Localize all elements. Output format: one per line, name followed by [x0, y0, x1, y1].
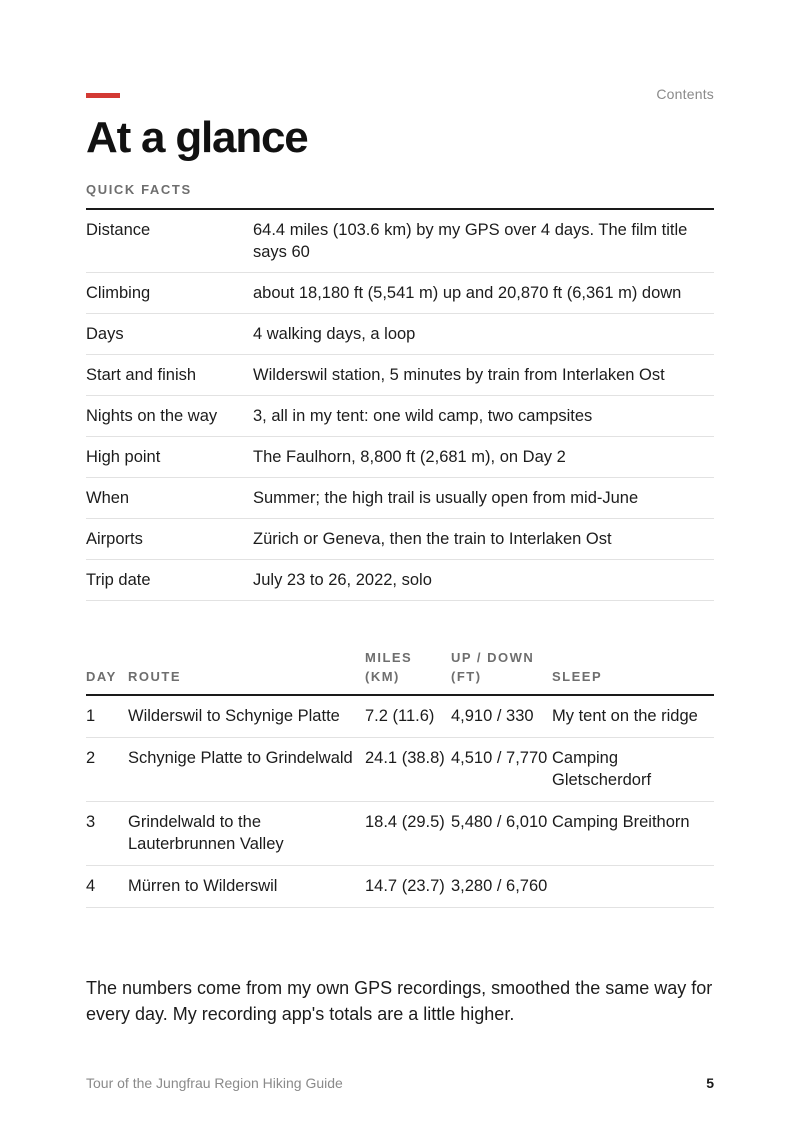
table-row	[86, 738, 714, 802]
header-day: DAY	[86, 648, 128, 695]
up-down: 3,280 / 6,760	[451, 866, 552, 908]
miles: 24.1 (38.8)	[365, 738, 451, 802]
quick-facts-label: QUICK FACTS	[86, 182, 192, 197]
miles: 18.4 (29.5)	[365, 802, 451, 866]
accent-bar	[86, 93, 120, 98]
fact-value: July 23 to 26, 2022, solo	[253, 560, 714, 601]
day-number: 2	[86, 738, 128, 802]
day-number: 1	[86, 695, 128, 738]
fact-key: Trip date	[86, 560, 253, 601]
fact-value: 4 walking days, a loop	[253, 314, 714, 355]
up-down: 4,510 / 7,770	[451, 738, 552, 802]
route: Grindelwald to the Lauterbrunnen Valley	[128, 802, 365, 866]
miles: 14.7 (23.7)	[365, 866, 451, 908]
footer-book-title: Tour of the Jungfrau Region Hiking Guide	[86, 1075, 343, 1091]
table-row	[86, 866, 714, 908]
fact-row-trip-date	[86, 560, 714, 601]
fact-row-high-point	[86, 437, 714, 478]
fact-key: When	[86, 478, 253, 519]
fact-value: about 18,180 ft (5,541 m) up and 20,870 ft (6,361 m) down	[253, 273, 714, 314]
quick-facts-table	[86, 208, 714, 601]
fact-key: Start and finish	[86, 355, 253, 396]
sleep: Camping Gletscherdorf	[552, 738, 714, 802]
fact-value: 3, all in my tent: one wild camp, two campsites	[253, 396, 714, 437]
fact-value: 64.4 miles (103.6 km) by my GPS over 4 days. The film title says 60	[253, 209, 714, 273]
day-number: 4	[86, 866, 128, 908]
header-sleep: SLEEP	[552, 648, 714, 695]
fact-row-start-finish	[86, 355, 714, 396]
fact-row-days	[86, 314, 714, 355]
table-row	[86, 802, 714, 866]
page-title: At a glance	[86, 113, 308, 162]
table-header-row	[86, 648, 714, 695]
fact-row-nights	[86, 396, 714, 437]
miles: 7.2 (11.6)	[365, 695, 451, 738]
daily-stages-table	[86, 648, 714, 908]
fact-key: Distance	[86, 209, 253, 273]
sleep: Camping Breithorn	[552, 802, 714, 866]
page	[86, 0, 714, 1133]
fact-key: Climbing	[86, 273, 253, 314]
header-miles: MILES (KM)	[365, 648, 451, 695]
fact-key: Days	[86, 314, 253, 355]
fact-value: Zürich or Geneva, then the train to Interlaken Ost	[253, 519, 714, 560]
fact-value: Summer; the high trail is usually open from mid-June	[253, 478, 714, 519]
fact-row-when	[86, 478, 714, 519]
fact-value: The Faulhorn, 8,800 ft (2,681 m), on Day 2	[253, 437, 714, 478]
fact-value: Wilderswil station, 5 minutes by train from Interlaken Ost	[253, 355, 714, 396]
sleep: My tent on the ridge	[552, 695, 714, 738]
fact-key: Nights on the way	[86, 396, 253, 437]
route: Mürren to Wilderswil	[128, 866, 365, 908]
sleep	[552, 866, 714, 908]
header-route: ROUTE	[128, 648, 365, 695]
data-note: The numbers come from my own GPS recordings, smoothed the same way for every day. My recording app's totals are a little higher.	[86, 978, 713, 1024]
up-down: 4,910 / 330	[451, 695, 552, 738]
up-down: 5,480 / 6,010	[451, 802, 552, 866]
contents-link[interactable]: Contents	[656, 86, 714, 102]
fact-row-airports	[86, 519, 714, 560]
table-row	[86, 695, 714, 738]
page-number: 5	[706, 1075, 714, 1091]
header-up-down: UP / DOWN (FT)	[451, 648, 552, 695]
fact-key: High point	[86, 437, 253, 478]
fact-key: Airports	[86, 519, 253, 560]
day-number: 3	[86, 802, 128, 866]
fact-row-climbing	[86, 273, 714, 314]
fact-row-distance	[86, 209, 714, 273]
route: Schynige Platte to Grindelwald	[128, 738, 365, 802]
route: Wilderswil to Schynige Platte	[128, 695, 365, 738]
